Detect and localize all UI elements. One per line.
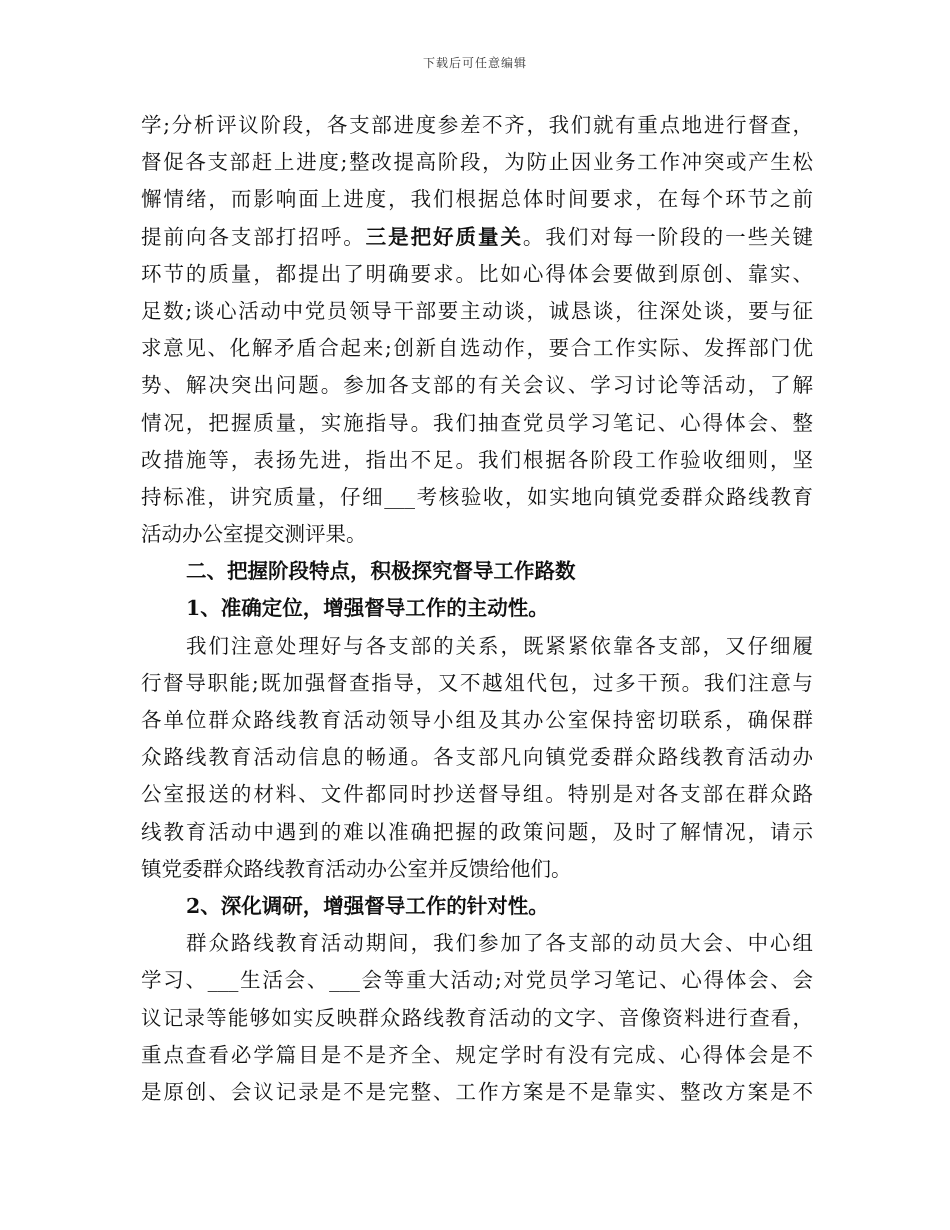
paragraph-line: 环节的质量，都提出了明确要求。比如心得体会要做到原创、靠实、: [141, 261, 813, 286]
paragraph-line: 求意见、化解矛盾合起来;创新自选动作，要合工作实际、发挥部门优: [141, 336, 813, 361]
section-heading: 二、把握阶段特点，积极探究督导工作路数: [186, 559, 576, 584]
text-span: 。我们对每一阶段的一些关键: [522, 224, 813, 249]
text-span: 提前向各支部打招呼。: [141, 224, 366, 249]
paragraph-line: 持标准，讲究质量，仔细___考核验收，如实地向镇党委群众路线教育: [141, 484, 813, 509]
page-header: 下载后可任意编辑: [422, 56, 527, 70]
paragraph-line: 活动办公室提交测评果。: [141, 522, 367, 547]
subsection-heading: 2、深化调研，增强督导工作的针对性。: [186, 893, 549, 918]
paragraph-line: 公室报送的材料、文件都同时抄送督导组。特别是对各支部在群众路: [141, 782, 813, 807]
paragraph-line: 懈情绪，而影响面上进度，我们根据总体时间要求，在每个环节之前: [141, 187, 813, 212]
paragraph-line: 线教育活动中遇到的难以准确把握的政策问题，及时了解情况，请示: [141, 819, 813, 844]
paragraph-line: 行督导职能;既加强督查指导，又不越俎代包，过多干预。我们注意与: [141, 670, 813, 695]
paragraph-line: 是原创、会议记录是不是完整、工作方案是不是靠实、整改方案是不: [141, 1079, 813, 1104]
paragraph-line: 学;分析评议阶段，各支部进度参差不齐，我们就有重点地进行督查，: [141, 113, 813, 137]
paragraph-line: 足数;谈心活动中党员领导干部要主动谈，诚恳谈，往深处谈，要与征: [141, 298, 813, 323]
paragraph-line: 我们注意处理好与各支部的关系，既紧紧依靠各支部，又仔细履: [186, 633, 813, 658]
document-body: [141, 107, 813, 1111]
paragraph-line: 各单位群众路线教育活动领导小组及其办公室保持密切联系，确保群: [141, 708, 813, 732]
paragraph-line: 群众路线教育活动期间，我们参加了各支部的动员大会、中心组: [186, 931, 813, 956]
paragraph-line: [141, 219, 813, 256]
bold-text-span: 三是把好质量关: [365, 224, 523, 249]
subsection-heading: 1、准确定位，增强督导工作的主动性。: [186, 596, 549, 621]
paragraph-line: 改措施等，表扬先进，指出不足。我们根据各阶段工作验收细则，坚: [141, 447, 813, 472]
paragraph-line: 重点查看必学篇目是不是齐全、规定学时有没有完成、心得体会是不: [141, 1042, 813, 1067]
paragraph-line: 众路线教育活动信息的畅通。各支部凡向镇党委群众路线教育活动办: [141, 745, 813, 770]
paragraph-line: 学习、___生活会、___会等重大活动;对党员学习笔记、心得体会、会: [141, 968, 813, 993]
paragraph-line: 督促各支部赶上进度;整改提高阶段，为防止因业务工作冲突或产生松: [141, 150, 813, 175]
paragraph-line: 势、解决突出问题。参加各支部的有关会议、学习讨论等活动，了解: [141, 373, 813, 398]
paragraph-line: 议记录等能够如实反映群众路线教育活动的文字、音像资料进行查看，: [141, 1005, 813, 1030]
paragraph-line: 情况，把握质量，实施指导。我们抽查党员学习笔记、心得体会、整: [141, 410, 813, 435]
paragraph-line: 镇党委群众路线教育活动办公室并反馈给他们。: [141, 856, 572, 881]
